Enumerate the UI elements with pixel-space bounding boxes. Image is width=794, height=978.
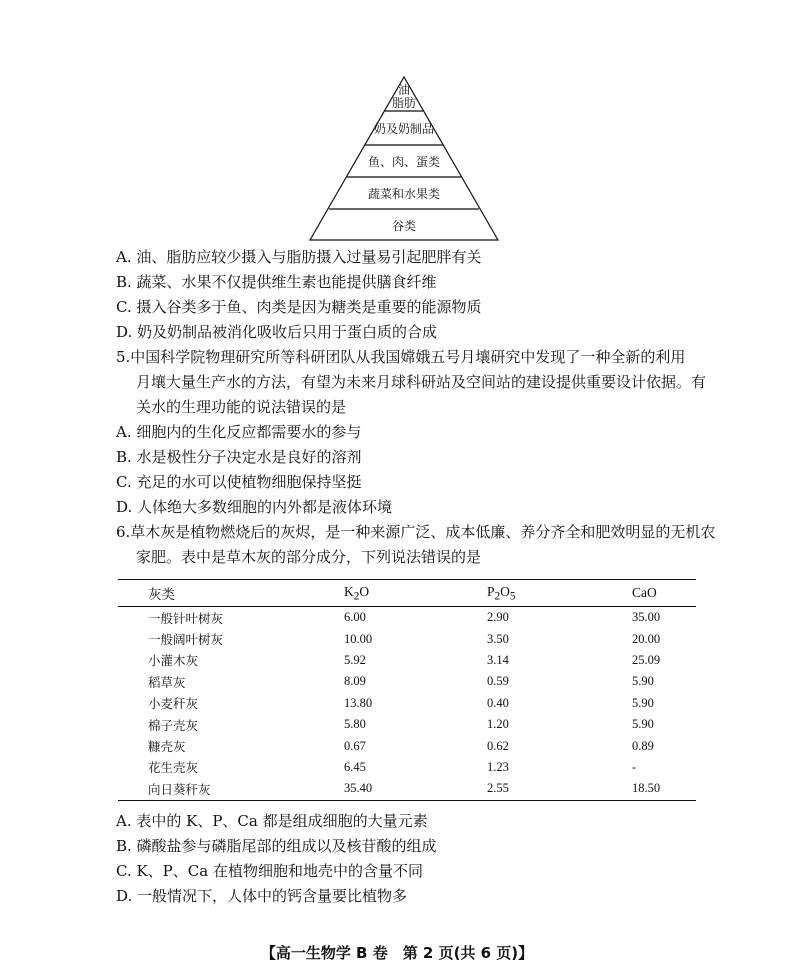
header-p2o5: $P_2O_5$: [487, 583, 516, 603]
cell-p2o5: 3.14: [487, 652, 509, 667]
cell-k2o: 13.80: [344, 695, 373, 710]
cell-p2o5: 3.50: [487, 631, 509, 646]
cell-k2o: 6.00: [344, 610, 366, 625]
q6-option-c: C. K、P、Ca 在植物细胞和地壳中的含量不同: [116, 862, 423, 880]
cell-cao: 5.90: [632, 695, 654, 710]
pyramid-label-grains: 谷类: [391, 219, 417, 233]
cell-k2o: 35.40: [344, 781, 373, 796]
page-footer: 【高一生物学 B 卷 第 2 页(共 6 页)】: [260, 944, 534, 962]
cell-k2o: 6.45: [344, 759, 366, 774]
table-row: [118, 735, 696, 756]
q5-stem-line: 月壤大量生产水的方法，有望为未来月球科研站及空间站的建设提供重要设计依据。有: [136, 373, 707, 391]
cell-ash-type: 稻草灰: [148, 675, 186, 690]
q6-option-b: B. 磷酸盐参与磷脂尾部的组成以及核苷酸的组成: [116, 837, 437, 855]
q6-stem-line: 家肥。表中是草木灰的部分成分，下列说法错误的是: [136, 548, 482, 566]
cell-ash-type: 小麦秆灰: [148, 697, 199, 712]
cell-k2o: 10.00: [344, 631, 373, 646]
cell-p2o5: 0.62: [487, 738, 509, 753]
cell-p2o5: 2.55: [487, 781, 509, 796]
cell-ash-type: 棉子壳灰: [148, 718, 199, 733]
q6-option-d: D. 一般情况下，人体中的钙含量要比植物多: [116, 887, 408, 905]
header-ash-type: 灰类: [148, 587, 175, 602]
cell-p2o5: 2.90: [487, 610, 509, 625]
cell-p2o5: 1.23: [487, 759, 509, 774]
q6-stem-line: 6.草木灰是植物燃烧后的灰烬，是一种来源广泛、成本低廉、养分齐全和肥效明显的无机农: [116, 523, 716, 541]
pyramid-label-oil: 油: [397, 83, 411, 97]
table-row: [118, 628, 696, 649]
q4-option-a: A. 油、脂肪应较少摄入与脂肪摄入过量易引起肥胖有关: [116, 248, 482, 266]
cell-ash-type: 向日葵秆灰: [148, 782, 211, 797]
q5-option-b: B. 水是极性分子决定水是良好的溶剂: [116, 448, 362, 466]
cell-p2o5: 0.59: [487, 674, 509, 689]
food-pyramid: [0, 0, 794, 250]
cell-cao: 5.90: [632, 674, 654, 689]
cell-k2o: 5.92: [344, 652, 366, 667]
table-row: [118, 607, 696, 629]
cell-cao: 0.89: [632, 738, 654, 753]
table-row: [118, 778, 696, 800]
table-header-row: [118, 580, 696, 607]
cell-cao: 18.50: [632, 781, 661, 796]
q4-option-c: C. 摄入谷类多于鱼、肉类是因为糖类是重要的能源物质: [116, 298, 482, 316]
cell-ash-type: 一般针叶树灰: [148, 611, 224, 626]
cell-cao: -: [632, 759, 637, 774]
header-k2o: $K_2O$: [344, 583, 370, 603]
q4-option-d: D. 奶及奶制品被消化吸收后只用于蛋白质的合成: [116, 323, 438, 341]
q5-stem-line: 5.中国科学院物理研究所等科研团队从我国嫦娥五号月壤研究中发现了一种全新的利用: [116, 348, 686, 366]
cell-ash-type: 花生壳灰: [148, 761, 199, 776]
pyramid-label-fat: 脂肪: [391, 96, 417, 110]
pyramid-label-vegetables: 蔬菜和水果类: [367, 187, 441, 201]
cell-k2o: 5.80: [344, 717, 366, 732]
q4-option-b: B. 蔬菜、水果不仅提供维生素也能提供膳食纤维: [116, 273, 437, 291]
pyramid-label-meat: 鱼、肉、蛋类: [367, 155, 441, 169]
cell-ash-type: 糠壳灰: [148, 740, 186, 755]
cell-ash-type: 小灌木灰: [148, 654, 199, 669]
q5-option-a: A. 细胞内的生化反应都需要水的参与: [116, 423, 362, 441]
cell-ash-type: 一般阔叶树灰: [148, 633, 224, 648]
cell-k2o: 8.09: [344, 674, 366, 689]
q5-option-c: C. 充足的水可以使植物细胞保持坚挺: [116, 473, 362, 491]
cell-p2o5: 0.40: [487, 695, 509, 710]
q6-option-a: A. 表中的 K、P、Ca 都是组成细胞的大量元素: [116, 812, 428, 830]
cell-p2o5: 1.20: [487, 717, 509, 732]
cell-cao: 25.09: [632, 652, 661, 667]
cell-cao: 20.00: [632, 631, 661, 646]
table-row: [118, 757, 696, 778]
header-cao: CaO: [632, 585, 657, 600]
q5-stem-line: 关水的生理功能的说法错误的是: [136, 398, 347, 416]
table-row: [118, 650, 696, 671]
cell-cao: 35.00: [632, 610, 661, 625]
table-row: [118, 693, 696, 714]
ash-composition-table: [118, 579, 696, 801]
q5-option-d: D. 人体绝大多数细胞的内外都是液体环境: [116, 498, 393, 516]
table-row: [118, 714, 696, 735]
pyramid-label-dairy: 奶及奶制品: [373, 122, 435, 136]
table-row: [118, 671, 696, 692]
cell-cao: 5.90: [632, 717, 654, 732]
cell-k2o: 0.67: [344, 738, 366, 753]
